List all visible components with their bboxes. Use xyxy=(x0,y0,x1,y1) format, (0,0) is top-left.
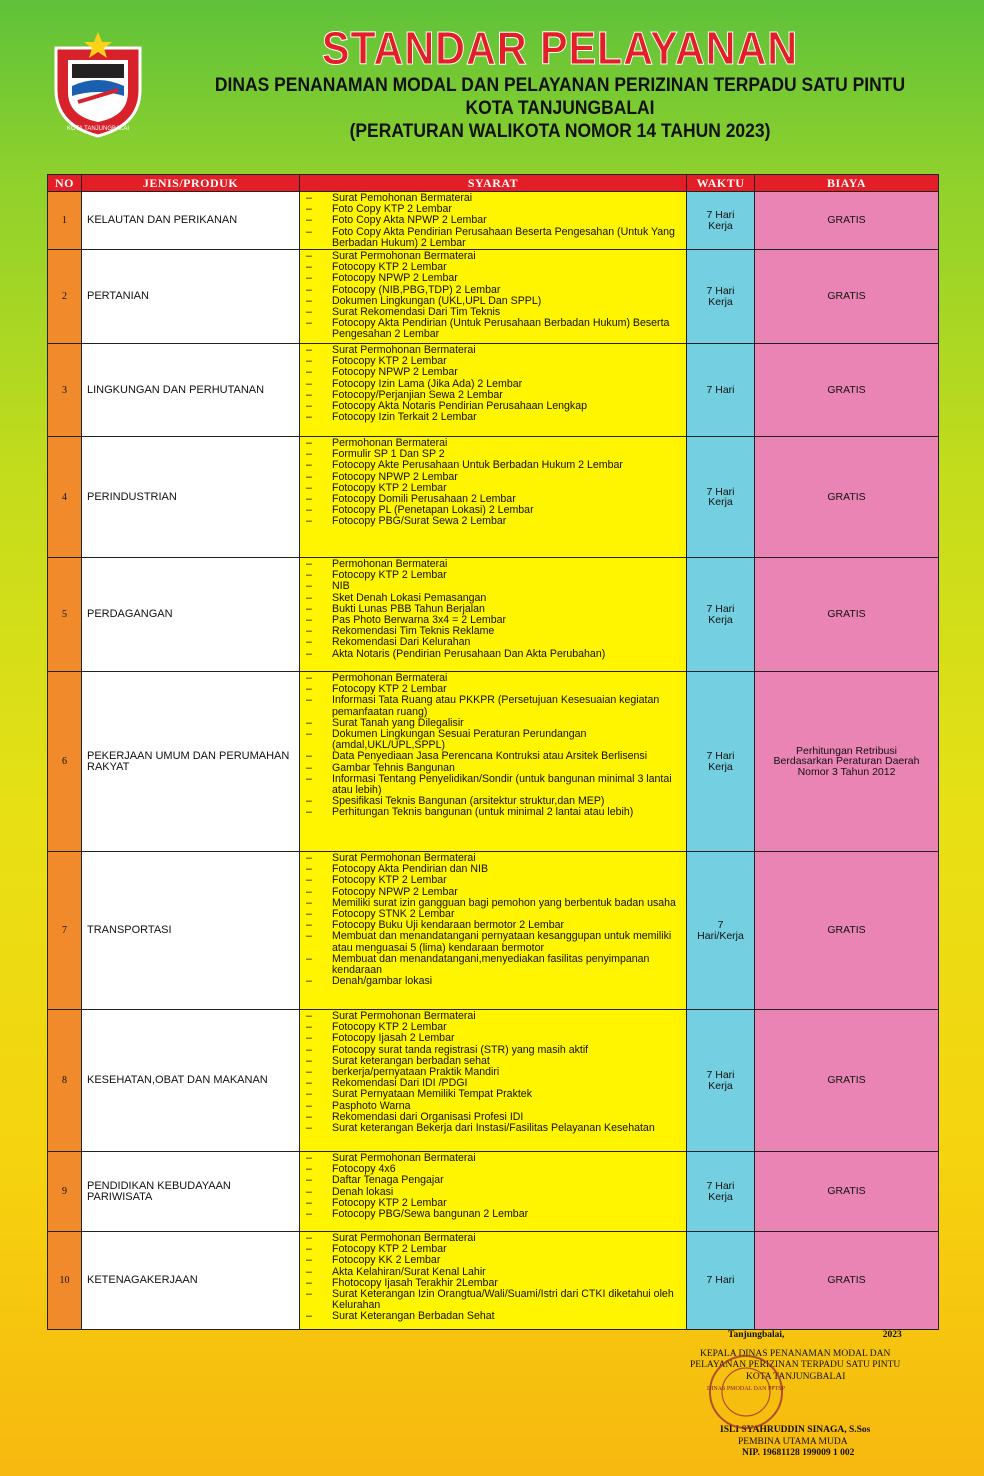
table-row xyxy=(48,1010,939,1152)
syarat-item: – Fotocopy NPWP 2 Lembar xyxy=(300,887,684,898)
syarat-item: – NIB xyxy=(300,581,684,592)
biaya-cell xyxy=(755,558,939,672)
syarat-list-cell xyxy=(300,250,687,344)
waktu-text: Kerja xyxy=(708,613,733,626)
syarat-item: – Rekomendasi Dari Kelurahan xyxy=(300,637,684,648)
biaya-text: Perhitungan Retribusi xyxy=(796,744,897,757)
agency-name: DINAS PENANAMAN MODAL DAN PELAYANAN PERIZINAN TERPADU SATU PINTU xyxy=(214,75,906,96)
syarat-item: – Surat Permohonan Bermaterai xyxy=(300,345,684,356)
syarat-item: – Bukti Lunas PBB Tahun Berjalan xyxy=(300,604,684,615)
waktu-text: 7 Hari xyxy=(706,383,735,396)
jenis-produk: PERINDUSTRIAN xyxy=(82,437,300,558)
row-number: 4 xyxy=(48,437,82,558)
waktu-text: Kerja xyxy=(708,295,733,308)
row-number: 5 xyxy=(48,558,82,672)
svg-text:KOTA TANJUNGBALAI: KOTA TANJUNGBALAI xyxy=(66,126,130,132)
table-row xyxy=(48,558,939,672)
waktu-text: 7 Hari xyxy=(706,1069,735,1082)
header-waktu: WAKTU xyxy=(687,175,755,192)
syarat-item: – Fotocopy Akta Notaris Pendirian Perusahaan Lengkap xyxy=(300,401,684,412)
table-row xyxy=(48,1232,939,1330)
syarat-list-cell xyxy=(300,852,687,1010)
jenis-produk: KETENAGAKERJAAN xyxy=(82,1232,300,1330)
table-row xyxy=(48,437,939,558)
syarat-item: – Foto Copy Akta NPWP 2 Lembar xyxy=(300,215,684,226)
syarat-item: – Data Penyediaan Jasa Perencana Kontruksi atau Arsitek Berlisensi xyxy=(300,751,684,762)
syarat-list xyxy=(300,438,684,528)
page-title: STANDAR PELAYANAN xyxy=(321,22,799,74)
syarat-item: – Fhotocopy Ijasah Terakhir 2Lembar xyxy=(300,1278,684,1289)
syarat-list xyxy=(300,1153,684,1220)
row-number: 9 xyxy=(48,1152,82,1232)
syarat-item: – Denah/gambar lokasi xyxy=(300,976,684,987)
jenis-produk: LINGKUNGAN DAN PERHUTANAN xyxy=(82,344,300,437)
table-row xyxy=(48,192,939,250)
syarat-item: – berkerja/pernyataan Praktik Mandiri xyxy=(300,1067,684,1078)
row-number: 7 xyxy=(48,852,82,1010)
syarat-item: – Pas Photo Berwarna 3x4 = 2 Lembar xyxy=(300,615,684,626)
biaya-text: GRATIS xyxy=(827,608,866,621)
header-jenis: JENIS/PRODUK xyxy=(82,175,300,192)
syarat-item: – Permohonan Bermaterai xyxy=(300,559,684,570)
biaya-text: GRATIS xyxy=(827,924,866,937)
biaya-cell xyxy=(755,852,939,1010)
syarat-item: – Memiliki surat izin gangguan bagi pemohon yang berbentuk badan usaha xyxy=(300,898,684,909)
syarat-item: – Surat Permohonan Bermaterai xyxy=(300,1153,684,1164)
biaya-cell xyxy=(755,250,939,344)
syarat-item: – Surat Permohonan Bermaterai xyxy=(300,1011,684,1022)
table-row xyxy=(48,1152,939,1232)
syarat-list xyxy=(300,1233,684,1323)
syarat-item: – Fotocopy Izin Terkait 2 Lembar xyxy=(300,412,684,423)
biaya-cell xyxy=(755,1152,939,1232)
sign-title-2: PELAYANAN PERIZINAN TERPADU SATU PINTU xyxy=(690,1360,901,1370)
syarat-item: – Surat Keterangan Berbadan Sehat xyxy=(300,1311,684,1322)
city-name: KOTA TANJUNGBALAI xyxy=(465,98,655,119)
biaya-cell xyxy=(755,344,939,437)
syarat-list-cell xyxy=(300,344,687,437)
syarat-item: – Membuat dan menandatangani pernyataan kesanggupan untuk memiliki atau menguasai 5 (lima) kendaraan bermotor xyxy=(300,931,684,953)
syarat-item: – Informasi Tentang Penyelidikan/Sondir (untuk bangunan minimal 3 lantai atau lebih) xyxy=(300,774,684,796)
syarat-item: – Membuat dan menandatangani,menyediakan fasilitas penyimpanan kendaraan xyxy=(300,954,684,976)
waktu-text: Kerja xyxy=(708,1190,733,1203)
biaya-cell xyxy=(755,437,939,558)
svg-text:DINAS PMODAL DAN PPTSP: DINAS PMODAL DAN PPTSP xyxy=(707,1386,785,1392)
biaya-cell xyxy=(755,1232,939,1330)
syarat-item: – Foto Copy KTP 2 Lembar xyxy=(300,204,684,215)
biaya-cell xyxy=(755,192,939,250)
syarat-item: – Fotocopy KTP 2 Lembar xyxy=(300,262,684,273)
biaya-text: GRATIS xyxy=(827,1185,866,1198)
sign-date-line xyxy=(690,1330,930,1342)
waktu-text: Kerja xyxy=(708,760,733,773)
jenis-produk: KESEHATAN,OBAT DAN MAKANAN xyxy=(82,1010,300,1152)
syarat-list xyxy=(300,345,684,423)
city-logo xyxy=(48,30,148,140)
table-row xyxy=(48,344,939,437)
syarat-item: – Surat Pemohonan Bermaterai xyxy=(300,193,684,204)
waktu-cell xyxy=(687,1152,755,1232)
syarat-item: – Fotocopy KTP 2 Lembar xyxy=(300,875,684,886)
biaya-cell xyxy=(755,672,939,852)
waktu-cell xyxy=(687,558,755,672)
waktu-cell xyxy=(687,852,755,1010)
syarat-item: – Surat Pernyataan Memiliki Tempat Praktek xyxy=(300,1089,684,1100)
waktu-cell xyxy=(687,1010,755,1152)
syarat-item: – Spesifikasi Teknis Bangunan (arsitektur struktur,dan MEP) xyxy=(300,796,684,807)
jenis-produk: TRANSPORTASI xyxy=(82,852,300,1010)
syarat-item: – Fotocopy PBG/Sewa bangunan 2 Lembar xyxy=(300,1209,684,1220)
official-stamp xyxy=(706,1352,786,1432)
waktu-text: 7 Hari xyxy=(706,285,735,298)
syarat-list-cell xyxy=(300,1232,687,1330)
syarat-item: – Fotocopy Akta Pendirian dan NIB xyxy=(300,864,684,875)
header-biaya: BIAYA xyxy=(755,175,939,192)
syarat-item: – Fotocopy Akta Pendirian (Untuk Perusahaan Berbadan Hukum) Beserta Pengesahan 2 Lembar xyxy=(300,318,684,340)
waktu-text: Kerja xyxy=(708,1079,733,1092)
waktu-cell xyxy=(687,192,755,250)
syarat-item: – Fotocopy Domili Perusahaan 2 Lembar xyxy=(300,494,684,505)
sign-year: 2023 xyxy=(882,1330,902,1340)
waktu-text: 7 Hari xyxy=(706,603,735,616)
syarat-item: – Fotocopy 4x6 xyxy=(300,1164,684,1175)
service-standard-table xyxy=(47,174,939,1330)
syarat-item: – Sket Denah Lokasi Pemasangan xyxy=(300,593,684,604)
table-header-row xyxy=(48,175,939,192)
syarat-item: – Fotocopy NPWP 2 Lembar xyxy=(300,273,684,284)
syarat-item: – Denah lokasi xyxy=(300,1187,684,1198)
syarat-item: – Fotocopy/Perjanjian Sewa 2 Lembar xyxy=(300,390,684,401)
syarat-list xyxy=(300,193,684,249)
syarat-item: – Fotocopy Akte Perusahaan Untuk Berbadan Hukum 2 Lembar xyxy=(300,460,684,471)
syarat-item: – Fotocopy PBG/Surat Sewa 2 Lembar xyxy=(300,516,684,527)
syarat-list-cell xyxy=(300,1010,687,1152)
table-row xyxy=(48,852,939,1010)
sign-title-3: KOTA TANJUNGBALAI xyxy=(746,1371,846,1382)
sign-name: ISLI SYAHRUDDIN SINAGA, S.Sos xyxy=(720,1425,871,1435)
syarat-item: – Fotocopy KTP 2 Lembar xyxy=(300,684,684,695)
waktu-cell xyxy=(687,437,755,558)
syarat-item: – Fotocopy STNK 2 Lembar xyxy=(300,909,684,920)
syarat-item: – Fotocopy Izin Lama (Jika Ada) 2 Lembar xyxy=(300,379,684,390)
syarat-item: – Fotocopy KK 2 Lembar xyxy=(300,1255,684,1266)
syarat-item: – Fotocopy KTP 2 Lembar xyxy=(300,483,684,494)
syarat-item: – Fotocopy surat tanda registrasi (STR) yang masih aktif xyxy=(300,1045,684,1056)
table-row xyxy=(48,250,939,344)
syarat-item: – Surat Tanah yang Dilegalisir xyxy=(300,718,684,729)
syarat-item: – Fotocopy Ijasah 2 Lembar xyxy=(300,1033,684,1044)
syarat-item: – Informasi Tata Ruang atau PKKPR (Persetujuan Kesesuaian kegiatan pemanfaatan ruang) xyxy=(300,695,684,717)
waktu-cell xyxy=(687,672,755,852)
waktu-text: 7 Hari xyxy=(706,1180,735,1193)
row-number: 6 xyxy=(48,672,82,852)
syarat-list xyxy=(300,673,684,819)
jenis-produk: PEKERJAAN UMUM DAN PERUMAHAN RAKYAT xyxy=(82,672,300,852)
waktu-cell xyxy=(687,250,755,344)
waktu-text: Hari/Kerja xyxy=(697,929,744,942)
syarat-item: – Foto Copy Akta Pendirian Perusahaan Beserta Pengesahan (Untuk Yang Berbadan Hukum) 2 Lembar xyxy=(300,227,684,249)
syarat-item: – Fotocopy KTP 2 Lembar xyxy=(300,1198,684,1209)
syarat-list xyxy=(300,853,684,987)
waktu-text: 7 Hari xyxy=(706,750,735,763)
waktu-text: 7 xyxy=(717,919,724,932)
biaya-text: GRATIS xyxy=(827,1274,866,1287)
row-number: 8 xyxy=(48,1010,82,1152)
syarat-item: – Surat keterangan Bekerja dari Instasi/Fasilitas Pelayanan Kesehatan xyxy=(300,1123,684,1134)
syarat-item: – Akta Notaris (Pendirian Perusahaan Dan Akta Perubahan) xyxy=(300,649,684,660)
jenis-produk: PENDIDIKAN KEBUDAYAAN PARIWISATA xyxy=(82,1152,300,1232)
sign-rank: PEMBINA UTAMA MUDA xyxy=(738,1436,848,1447)
syarat-item: – Fotocopy KTP 2 Lembar xyxy=(300,1022,684,1033)
syarat-list xyxy=(300,1011,684,1134)
biaya-text: GRATIS xyxy=(827,290,866,303)
syarat-item: – Fotocopy KTP 2 Lembar xyxy=(300,570,684,581)
syarat-item: – Formulir SP 1 Dan SP 2 xyxy=(300,449,684,460)
biaya-text: GRATIS xyxy=(827,490,866,503)
sign-place: Tanjungbalai, xyxy=(728,1330,785,1340)
syarat-list-cell xyxy=(300,672,687,852)
biaya-text: Berdasarkan Peraturan Daerah xyxy=(773,755,920,768)
header-no: NO xyxy=(48,175,82,192)
syarat-item: – Daftar Tenaga Pengajar xyxy=(300,1175,684,1186)
waktu-text: 7 Hari xyxy=(706,485,735,498)
biaya-text: GRATIS xyxy=(827,1074,866,1087)
syarat-item: – Fotocopy KTP 2 Lembar xyxy=(300,1244,684,1255)
jenis-produk: PERDAGANGAN xyxy=(82,558,300,672)
syarat-item: – Pasphoto Warna xyxy=(300,1101,684,1112)
syarat-item: – Gambar Tehnis Bangunan xyxy=(300,763,684,774)
sign-title-1: KEPALA DINAS PENANAMAN MODAL DAN xyxy=(700,1348,891,1359)
syarat-item: – Fotocopy KTP 2 Lembar xyxy=(300,356,684,367)
row-number: 1 xyxy=(48,192,82,250)
syarat-item: – Surat keterangan berbadan sehat xyxy=(300,1056,684,1067)
syarat-item: – Dokumen Lingkungan (UKL,UPL Dan SPPL) xyxy=(300,296,684,307)
table-row xyxy=(48,672,939,852)
syarat-item: – Surat Permohonan Bermaterai xyxy=(300,1233,684,1244)
regulation-ref: (PERATURAN WALIKOTA NOMOR 14 TAHUN 2023) xyxy=(349,121,771,142)
syarat-item: – Rekomendasi dari Organisasi Profesi IDI xyxy=(300,1112,684,1123)
syarat-list-cell xyxy=(300,437,687,558)
syarat-list xyxy=(300,559,684,660)
biaya-text: Nomor 3 Tahun 2012 xyxy=(797,765,896,778)
syarat-item: – Surat Keterangan Izin Orangtua/Wali/Suami/Istri dari CTKI diketahui oleh Kelurahan xyxy=(300,1289,684,1311)
row-number: 10 xyxy=(48,1232,82,1330)
jenis-produk: PERTANIAN xyxy=(82,250,300,344)
syarat-list-cell xyxy=(300,1152,687,1232)
syarat-list-cell xyxy=(300,558,687,672)
header-syarat: SYARAT xyxy=(300,175,687,192)
syarat-item: – Fotocopy NPWP 2 Lembar xyxy=(300,472,684,483)
waktu-cell xyxy=(687,1232,755,1330)
row-number: 3 xyxy=(48,344,82,437)
syarat-item: – Rekomendasi Tim Teknis Reklame xyxy=(300,626,684,637)
syarat-item: – Permohonan Bermaterai xyxy=(300,438,684,449)
biaya-text: GRATIS xyxy=(827,214,866,227)
syarat-item: – Surat Permohonan Bermaterai xyxy=(300,853,684,864)
waktu-text: 7 Hari xyxy=(706,1274,735,1287)
syarat-list xyxy=(300,251,684,341)
syarat-item: – Akta Kelahiran/Surat Kenal Lahir xyxy=(300,1267,684,1278)
waktu-cell xyxy=(687,344,755,437)
syarat-item: – Surat Permohonan Bermaterai xyxy=(300,251,684,262)
syarat-item: – Permohonan Bermaterai xyxy=(300,673,684,684)
syarat-item: – Perhitungan Teknis bangunan (untuk minimal 2 lantai atau lebih) xyxy=(300,807,684,818)
syarat-item: – Dokumen Lingkungan Sesuai Peraturan Perundangan (amdal,UKL/UPL,SPPL) xyxy=(300,729,684,751)
syarat-item: – Surat Rekomendasi Dari Tim Teknis xyxy=(300,307,684,318)
syarat-item: – Fotocopy Buku Uji kendaraan bermotor 2 Lembar xyxy=(300,920,684,931)
jenis-produk: KELAUTAN DAN PERIKANAN xyxy=(82,192,300,250)
sign-nip: NIP. 19681128 199009 1 002 xyxy=(742,1448,855,1458)
syarat-item: – Rekomendasi Dari IDI /PDGI xyxy=(300,1078,684,1089)
waktu-text: Kerja xyxy=(708,496,733,509)
biaya-cell xyxy=(755,1010,939,1152)
syarat-item: – Fotocopy (NIB,PBG,TDP) 2 Lembar xyxy=(300,285,684,296)
syarat-list-cell xyxy=(300,192,687,250)
page-header xyxy=(160,22,960,143)
row-number: 2 xyxy=(48,250,82,344)
syarat-item: – Fotocopy NPWP 2 Lembar xyxy=(300,367,684,378)
waktu-text: 7 Hari xyxy=(706,209,735,221)
biaya-text: GRATIS xyxy=(827,383,866,396)
syarat-item: – Fotocopy PL (Penetapan Lokasi) 2 Lembar xyxy=(300,505,684,516)
waktu-text: Kerja xyxy=(708,219,733,232)
